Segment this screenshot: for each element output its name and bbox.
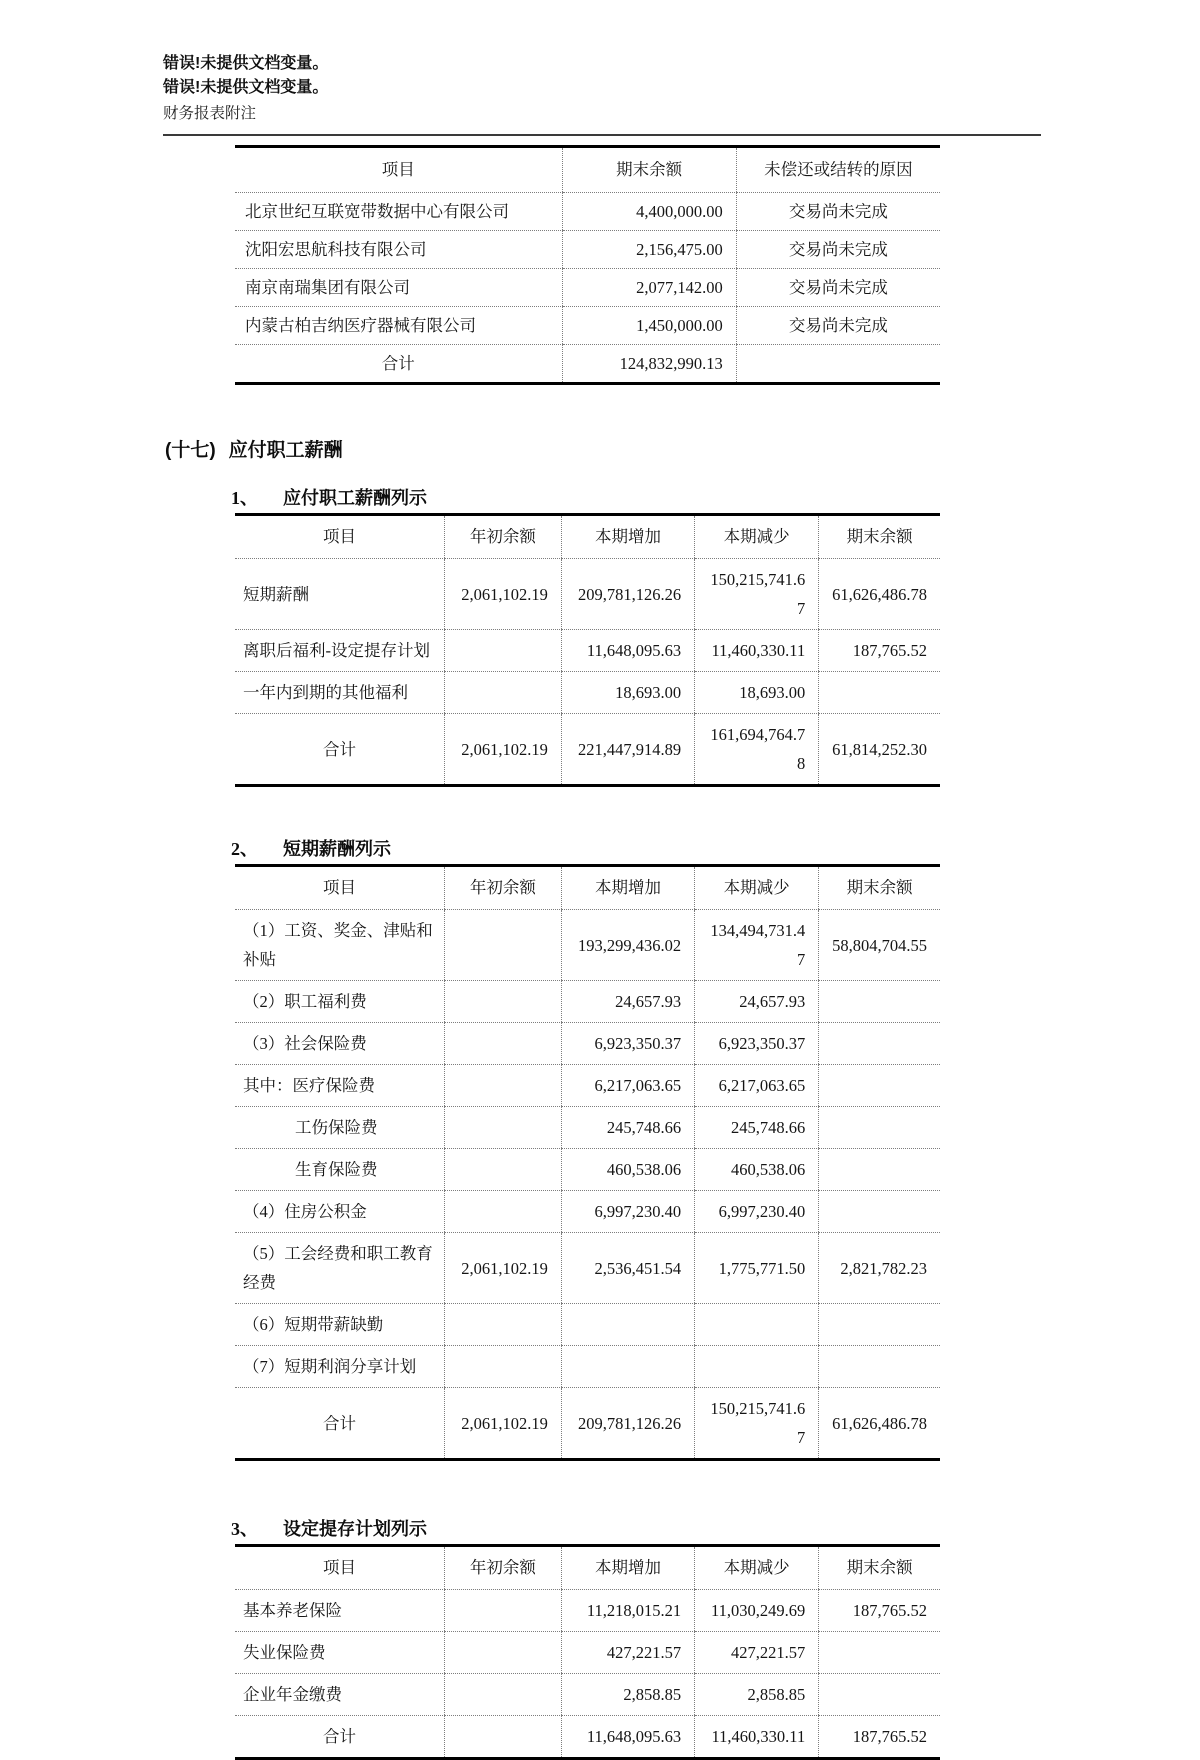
column-header: 年初余额 xyxy=(444,1546,561,1590)
value-cell: 交易尚未完成 xyxy=(736,193,940,231)
value-cell: 2,156,475.00 xyxy=(562,231,736,269)
total-label-cell: 合计 xyxy=(235,714,444,786)
value-cell: 2,536,451.54 xyxy=(561,1233,694,1304)
table-row xyxy=(235,231,940,269)
value-cell: 11,460,330.11 xyxy=(695,1716,819,1759)
page-content xyxy=(163,0,1041,1760)
table-row xyxy=(235,1346,940,1388)
value-cell: 61,814,252.30 xyxy=(819,714,940,786)
subsection-3-heading xyxy=(231,1515,1041,1541)
value-cell: 61,626,486.78 xyxy=(819,1388,940,1460)
value-cell: 18,693.00 xyxy=(695,672,819,714)
header-row xyxy=(235,866,940,910)
value-cell: 11,460,330.11 xyxy=(695,630,819,672)
table-row xyxy=(235,981,940,1023)
item-cell: （7）短期利润分享计划 xyxy=(235,1346,444,1388)
value-cell: 2,858.85 xyxy=(561,1674,694,1716)
item-cell: 离职后福利-设定提存计划 xyxy=(235,630,444,672)
table-row xyxy=(235,1023,940,1065)
value-cell: 58,804,704.55 xyxy=(819,910,940,981)
value-cell xyxy=(819,672,940,714)
table-row xyxy=(235,1632,940,1674)
table-row xyxy=(235,672,940,714)
value-cell: 245,748.66 xyxy=(695,1107,819,1149)
subsection-2-title: 短期薪酬列示 xyxy=(283,839,391,859)
item-cell: 工伤保险费 xyxy=(235,1107,444,1149)
column-header: 期末余额 xyxy=(562,147,736,193)
table-row xyxy=(235,910,940,981)
carryover-balance-table xyxy=(235,145,940,385)
section-title: 应付职工薪酬 xyxy=(228,440,343,461)
table-row xyxy=(235,1674,940,1716)
header-row xyxy=(235,147,940,193)
value-cell: 427,221.57 xyxy=(695,1632,819,1674)
subsection-1-number: 1、 xyxy=(231,488,258,508)
table-row xyxy=(235,1065,940,1107)
value-cell: 6,923,350.37 xyxy=(561,1023,694,1065)
value-cell: 460,538.06 xyxy=(561,1149,694,1191)
value-cell: 221,447,914.89 xyxy=(561,714,694,786)
item-cell: 沈阳宏思航科技有限公司 xyxy=(235,231,562,269)
column-header: 本期减少 xyxy=(695,515,819,559)
value-cell xyxy=(444,1346,561,1388)
item-cell: （3）社会保险费 xyxy=(235,1023,444,1065)
document-header xyxy=(163,52,1041,136)
value-cell xyxy=(444,1304,561,1346)
value-cell xyxy=(444,1149,561,1191)
value-cell xyxy=(444,1191,561,1233)
value-cell: 150,215,741.67 xyxy=(695,559,819,630)
column-header: 本期减少 xyxy=(695,1546,819,1590)
subsection-3-number: 3、 xyxy=(231,1519,258,1539)
item-cell: 失业保险费 xyxy=(235,1632,444,1674)
item-cell: （6）短期带薪缺勤 xyxy=(235,1304,444,1346)
column-header: 项目 xyxy=(235,866,444,910)
value-cell: 427,221.57 xyxy=(561,1632,694,1674)
defined-contribution-plan-table xyxy=(235,1544,940,1760)
value-cell xyxy=(695,1346,819,1388)
value-cell: 24,657.93 xyxy=(695,981,819,1023)
column-header: 年初余额 xyxy=(444,866,561,910)
value-cell xyxy=(444,672,561,714)
item-cell: （4）住房公积金 xyxy=(235,1191,444,1233)
value-cell: 150,215,741.67 xyxy=(695,1388,819,1460)
item-cell: 内蒙古柏吉纳医疗器械有限公司 xyxy=(235,307,562,345)
item-cell: 其中：医疗保险费 xyxy=(235,1065,444,1107)
payroll-summary-table xyxy=(235,513,940,787)
value-cell: 11,218,015.21 xyxy=(561,1590,694,1632)
item-cell: 生育保险费 xyxy=(235,1149,444,1191)
value-cell xyxy=(561,1304,694,1346)
value-cell: 61,626,486.78 xyxy=(819,559,940,630)
value-cell: 245,748.66 xyxy=(561,1107,694,1149)
item-cell: 一年内到期的其他福利 xyxy=(235,672,444,714)
value-cell xyxy=(819,981,940,1023)
value-cell xyxy=(444,1674,561,1716)
value-cell: 2,061,102.19 xyxy=(444,714,561,786)
table-row xyxy=(235,559,940,630)
value-cell: 2,061,102.19 xyxy=(444,559,561,630)
value-cell: 18,693.00 xyxy=(561,672,694,714)
value-cell xyxy=(444,910,561,981)
value-cell xyxy=(819,1149,940,1191)
value-cell: 11,648,095.63 xyxy=(561,1716,694,1759)
value-cell: 11,030,249.69 xyxy=(695,1590,819,1632)
column-header: 年初余额 xyxy=(444,515,561,559)
column-header: 未偿还或结转的原因 xyxy=(736,147,940,193)
total-row xyxy=(235,1716,940,1759)
error-variable-line-2: 错误!未提供文档变量。 xyxy=(163,79,329,96)
table-row xyxy=(235,1191,940,1233)
value-cell: 124,832,990.13 xyxy=(562,345,736,384)
value-cell: 4,400,000.00 xyxy=(562,193,736,231)
value-cell xyxy=(444,1590,561,1632)
value-cell: 交易尚未完成 xyxy=(736,307,940,345)
value-cell: 6,997,230.40 xyxy=(695,1191,819,1233)
value-cell: 134,494,731.47 xyxy=(695,910,819,981)
total-label-cell: 合计 xyxy=(235,345,562,384)
header-row xyxy=(235,515,940,559)
value-cell xyxy=(695,1304,819,1346)
item-cell: （1）工资、奖金、津贴和补贴 xyxy=(235,910,444,981)
table-row xyxy=(235,193,940,231)
value-cell: 交易尚未完成 xyxy=(736,269,940,307)
total-row xyxy=(235,345,940,384)
subsection-3-title: 设定提存计划列示 xyxy=(283,1519,427,1539)
item-cell: 基本养老保险 xyxy=(235,1590,444,1632)
total-label-cell: 合计 xyxy=(235,1716,444,1759)
value-cell: 161,694,764.78 xyxy=(695,714,819,786)
value-cell: 6,217,063.65 xyxy=(561,1065,694,1107)
column-header: 期末余额 xyxy=(819,866,940,910)
table-row xyxy=(235,269,940,307)
total-row xyxy=(235,1388,940,1460)
value-cell: 交易尚未完成 xyxy=(736,231,940,269)
total-row xyxy=(235,714,940,786)
header-subtitle: 财务报表附注 xyxy=(163,105,257,122)
value-cell xyxy=(444,1107,561,1149)
value-cell: 209,781,126.26 xyxy=(561,559,694,630)
header-row xyxy=(235,1546,940,1590)
value-cell xyxy=(736,345,940,384)
column-header: 项目 xyxy=(235,1546,444,1590)
item-cell: （2）职工福利费 xyxy=(235,981,444,1023)
item-cell: 企业年金缴费 xyxy=(235,1674,444,1716)
value-cell: 2,077,142.00 xyxy=(562,269,736,307)
subsection-2-number: 2、 xyxy=(231,839,258,859)
column-header: 本期减少 xyxy=(695,866,819,910)
value-cell: 460,538.06 xyxy=(695,1149,819,1191)
column-header: 项目 xyxy=(235,147,562,193)
value-cell: 2,821,782.23 xyxy=(819,1233,940,1304)
table-row xyxy=(235,307,940,345)
value-cell xyxy=(444,1632,561,1674)
value-cell: 187,765.52 xyxy=(819,1590,940,1632)
value-cell xyxy=(819,1632,940,1674)
table-row xyxy=(235,1304,940,1346)
item-cell: （5）工会经费和职工教育经费 xyxy=(235,1233,444,1304)
table-row xyxy=(235,1233,940,1304)
value-cell: 187,765.52 xyxy=(819,630,940,672)
value-cell: 2,858.85 xyxy=(695,1674,819,1716)
value-cell: 1,775,771.50 xyxy=(695,1233,819,1304)
value-cell: 24,657.93 xyxy=(561,981,694,1023)
subsection-1-title: 应付职工薪酬列示 xyxy=(283,488,427,508)
table-row xyxy=(235,630,940,672)
value-cell xyxy=(561,1346,694,1388)
error-variable-line-1: 错误!未提供文档变量。 xyxy=(163,55,329,72)
value-cell xyxy=(819,1346,940,1388)
value-cell: 6,997,230.40 xyxy=(561,1191,694,1233)
value-cell: 6,923,350.37 xyxy=(695,1023,819,1065)
column-header: 项目 xyxy=(235,515,444,559)
value-cell xyxy=(819,1065,940,1107)
section-heading xyxy=(165,435,1041,462)
value-cell xyxy=(819,1023,940,1065)
value-cell: 193,299,436.02 xyxy=(561,910,694,981)
value-cell xyxy=(819,1304,940,1346)
column-header: 期末余额 xyxy=(819,1546,940,1590)
value-cell: 187,765.52 xyxy=(819,1716,940,1759)
value-cell xyxy=(444,981,561,1023)
item-cell: 北京世纪互联宽带数据中心有限公司 xyxy=(235,193,562,231)
column-header: 本期增加 xyxy=(561,1546,694,1590)
value-cell: 2,061,102.19 xyxy=(444,1388,561,1460)
value-cell xyxy=(819,1107,940,1149)
value-cell: 2,061,102.19 xyxy=(444,1233,561,1304)
total-label-cell: 合计 xyxy=(235,1388,444,1460)
value-cell: 1,450,000.00 xyxy=(562,307,736,345)
subsection-2-heading xyxy=(231,835,1041,861)
value-cell xyxy=(444,630,561,672)
value-cell xyxy=(819,1674,940,1716)
column-header: 期末余额 xyxy=(819,515,940,559)
column-header: 本期增加 xyxy=(561,866,694,910)
value-cell xyxy=(444,1065,561,1107)
subsection-1-heading xyxy=(231,484,1041,510)
short-term-compensation-table xyxy=(235,864,940,1461)
section-number: (十七) xyxy=(165,440,216,461)
column-header: 本期增加 xyxy=(561,515,694,559)
value-cell: 6,217,063.65 xyxy=(695,1065,819,1107)
table-row xyxy=(235,1149,940,1191)
value-cell: 209,781,126.26 xyxy=(561,1388,694,1460)
item-cell: 短期薪酬 xyxy=(235,559,444,630)
value-cell: 11,648,095.63 xyxy=(561,630,694,672)
value-cell xyxy=(819,1191,940,1233)
item-cell: 南京南瑞集团有限公司 xyxy=(235,269,562,307)
value-cell xyxy=(444,1023,561,1065)
value-cell xyxy=(444,1716,561,1759)
table-row xyxy=(235,1107,940,1149)
table-row xyxy=(235,1590,940,1632)
